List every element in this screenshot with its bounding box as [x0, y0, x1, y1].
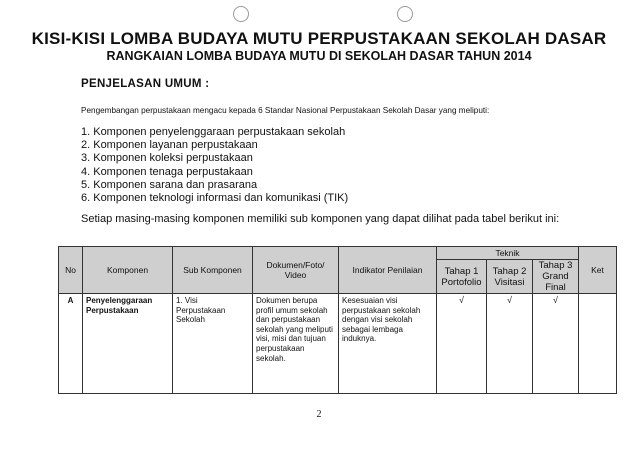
check-icon: √ — [437, 294, 487, 394]
punch-hole-right — [397, 6, 413, 22]
header-tahap-1: Tahap 1 Portofolio — [437, 260, 487, 294]
header-tahap-2: Tahap 2 Visitasi — [487, 260, 533, 294]
list-item: 1. Komponen penyelenggaraan perpustakaan sekolah — [81, 126, 346, 138]
document-subtitle: RANGKAIAN LOMBA BUDAYA MUTU DI SEKOLAH DASAR TAHUN 2014 — [106, 49, 532, 63]
check-icon: √ — [487, 294, 533, 394]
cell-ket — [579, 294, 617, 394]
table-row — [59, 294, 617, 394]
punch-hole-left — [233, 6, 249, 22]
cell-komponen: Penyelenggaraan Perpustakaan — [83, 294, 173, 394]
cell-indikator: Kesesuaian visi perpustakaan sekolah dengan visi sekolah sebagai lembaga induknya. — [339, 294, 437, 394]
cell-sub-komponen: 1. Visi Perpustakaan Sekolah — [173, 294, 253, 394]
list-item: 4. Komponen tenaga perpustakaan — [81, 165, 253, 178]
intro-paragraph: Pengembangan perpustakaan mengacu kepada 6 Standar Nasional Perpustakaan Sekolah Dasar yang meliputi: — [81, 106, 490, 115]
header-sub-komponen: Sub Komponen — [173, 247, 253, 294]
section-title: PENJELASAN UMUM : — [81, 78, 210, 90]
header-no: No — [59, 247, 83, 294]
document-title: KISI-KISI LOMBA BUDAYA MUTU PERPUSTAKAAN SEKOLAH DASAR — [31, 29, 607, 48]
criteria-table — [58, 246, 617, 394]
component-list — [81, 126, 348, 205]
header-ket: Ket — [579, 247, 617, 294]
list-item: 5. Komponen sarana dan prasarana — [81, 178, 258, 191]
page-number: 2 — [316, 409, 322, 420]
header-indikator: Indikator Penilaian — [339, 247, 437, 294]
table-intro: Setiap masing-masing komponen memiliki sub komponen yang dapat dilihat pada tabel berikut ini: — [81, 213, 560, 225]
header-teknik: Teknik — [437, 247, 579, 260]
header-komponen: Komponen — [83, 247, 173, 294]
list-item: 2. Komponen layanan perpustakaan — [81, 139, 258, 152]
check-icon: √ — [533, 294, 579, 394]
cell-dokumen: Dokumen berupa profil umum sekolah dan perpustakaan sekolah yang meliputi visi, misi dan tujuan perpustakaan sekolah. — [253, 294, 339, 394]
list-item: 6. Komponen teknologi informasi dan komunikasi (TIK) — [81, 192, 349, 205]
list-item: 3. Komponen koleksi perpustakaan — [81, 152, 253, 165]
header-dokumen: Dokumen/Foto/ Video — [253, 247, 339, 294]
header-tahap-3: Tahap 3 Grand Final — [533, 260, 579, 294]
cell-no: A — [59, 294, 83, 394]
